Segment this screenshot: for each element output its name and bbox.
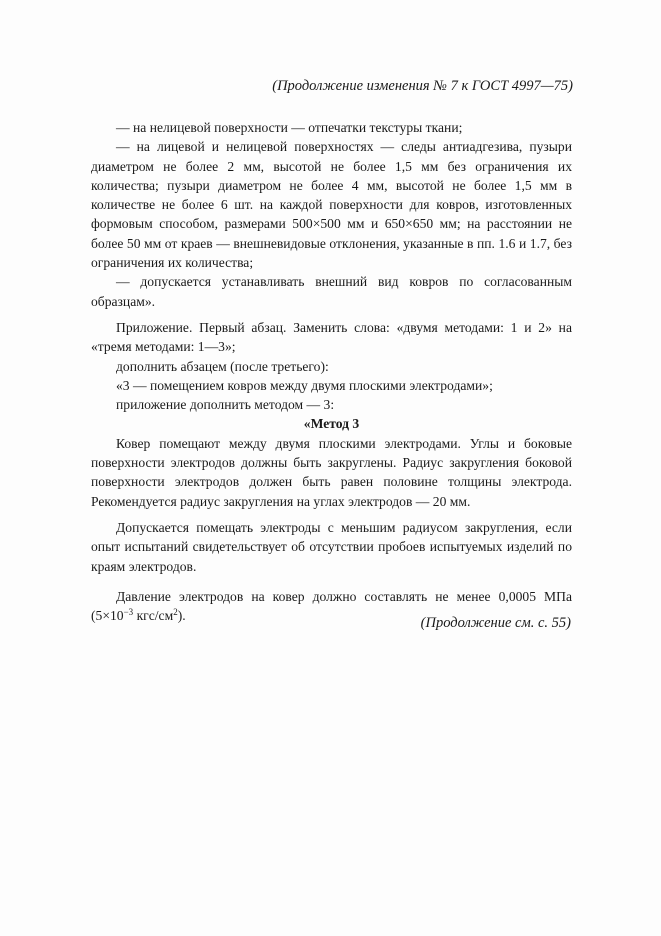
paragraph-10-unit: кгс/см — [133, 608, 174, 624]
page-header: (Продолжение изменения № 7 к ГОСТ 4997—75) — [272, 78, 573, 94]
paragraph-10-end: ). — [177, 608, 186, 624]
paragraph-2: — на лицевой и нелицевой поверхностях — следы антиадгезива, пузыри диаметром не более 2 мм, высотой не более 1,5 мм без ограничения их количества; пузыри диаметром не более 4 мм, высотой не более 1,5 мм в количестве не более 6 шт. на каждой поверхности для ковров, изготовленных формовым способом, размерами 500×500 мм и 650×650 мм; на расстоянии не более 50 мм от краев — внешневидовые отклонения, указанные в пп. 1.6 и 1.7, без ограничения их количества; — [91, 139, 572, 271]
paragraph-10-main: Давление электродов на ковер должно составлять не менее 0,0005 МПа (5×10 — [91, 588, 572, 624]
body-text — [91, 118, 572, 625]
paragraph-6: «3 — помещением ковров между двумя плоскими электродами»; — [116, 377, 493, 393]
paragraph-5: дополнить абзацем (после третьего): — [116, 358, 329, 374]
method-title: «Метод 3 — [303, 416, 360, 432]
paragraph-1: — на нелицевой поверхности — отпечатки текстуры ткани; — [116, 120, 463, 135]
page-footer: (Продолжение см. с. 55) — [420, 615, 571, 631]
paragraph-10-exponent: −3 — [123, 607, 134, 618]
paragraph-8: Ковер помещают между двумя плоскими электродами. Углы и боковые поверхности электродов должны быть закруглены. Радиус закругления боковой поверхности электродов должен быть равен половине толщины электрода. Рекомендуется радиус закругления на углах электродов — 20 мм. — [91, 435, 572, 509]
paragraph-7: приложение дополнить методом — 3: — [116, 397, 335, 413]
paragraph-9: Допускается помещать электроды с меньшим радиусом закругления, если опыт испытаний свидетельствует об отсутствии пробоев испытуемых изделий по краям электродов. — [91, 519, 572, 574]
paragraph-4: Приложение. Первый абзац. Заменить слова: «двумя методами: 1 и 2» на «тремя методами: 1—3»; — [91, 319, 572, 355]
paragraph-10-unit-exponent: 2 — [173, 607, 178, 618]
paragraph-3: — допускается устанавливать внешний вид ковров по согласованным образцам». — [91, 274, 572, 309]
